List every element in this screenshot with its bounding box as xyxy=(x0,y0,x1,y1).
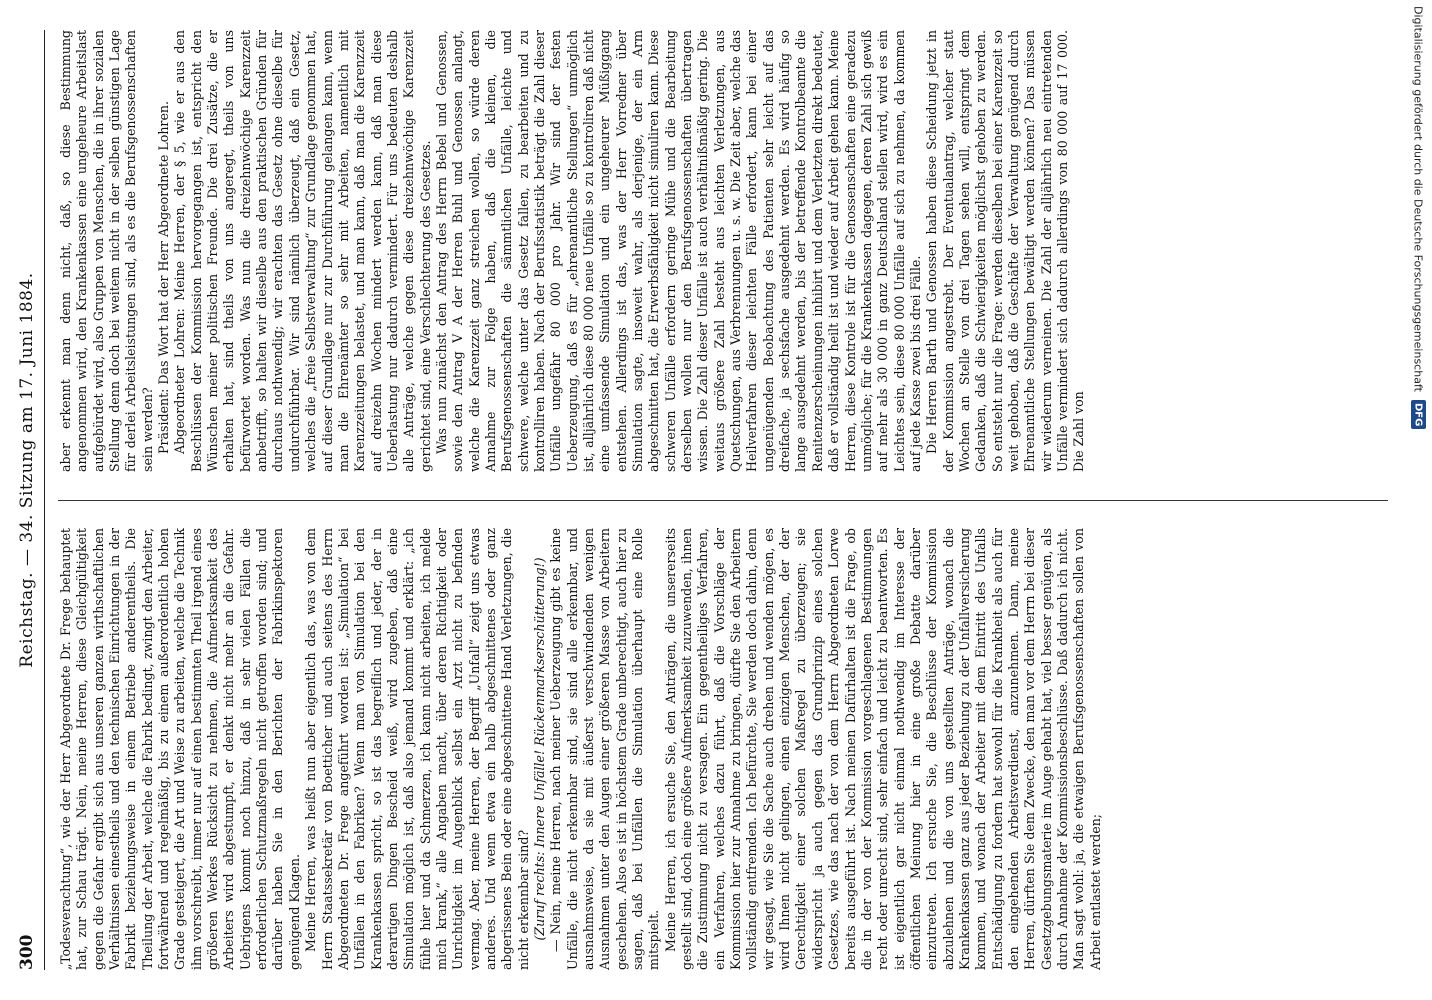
paragraph: Meine Herren, was heißt nun aber eigentlich das, was von dem Herrn Staatssekretär von Boetticher und auch seitens des Herrn Abgeordneten Dr. Frege angeführt worden ist: „Simulation“ bei Unfällen in den Fabriken? Wenn man von Simulation bei den Krankenkassen spricht, so ist das begreiflich und jeder, der in derartigen Dingen Bescheid weiß, wird zugeben, daß eine Simulation möglich ist, daß also jemand kommt und erklärt: „ich fühle hier und da Schmerzen, ich kann nicht arbeiten, ich melde mich krank,“ alle Angaben macht, über deren Richtigkeit oder Unrichtigkeit im Augenblick selbst ein Arzt nicht zu befinden vermag. Aber, meine Herren, der Begriff „Unfall“ zeigt uns etwas anderes. Und wenn etwa ein halb abgeschnittenes oder ganz abgerissenes Bein oder eine abgeschnittene Hand Verletzungen, die nicht erkennbar sind? xyxy=(303,528,531,970)
paragraph: aber erkennt man denn nicht, daß, so diese Bestimmung angenommen wird, den Krankenkassen eine ungeheure Arbeitslast aufgebürdet wird, also Gruppen von Menschen, die in ihrer sozialen Stellung denn doch bei weitem nicht in der selben günstigen Lage für derlei Arbeitsleistungen sind, als es die Berufsgenossenschaften sein werden? xyxy=(58,30,155,472)
speaker-paragraph: Abgeordneter Lohren: Meine Herren, der § 5, wie er aus den Beschlüssen der Kommission hervorgegangen ist, entspricht den Wünschen meiner politischen Freunde. Die drei Zusätze, die er erhalten hat, sind theils von uns angeregt, theils von uns befürwortet worden. Was nun die dreizehnwöchige Karenzzeit anbetrifft, so halten wir dieselbe aus den praktischen Gründen für durchaus nothwendig; wir erachten das Gesetz ohne dieselbe für undurchführbar. Wir sind nämlich überzeugt, daß ein Gesetz, welches die „freie Selbstverwaltung“ zur Grundlage genommen hat, auf dieser Grundlage nur zur Durchführung gelangen kann, wenn man die Ehrenämter so sehr mit Arbeiten, namentlich mit Karenzzeitungen belastet, und man kann, daß man die Karenzzeit auf dreizehn Wochen mindert werden kann, daß man diese Ueberlastung nur dadurch vermindert. Für uns bedeuten deshalb alle Anträge, welche gegen diese dreizehnwöchige Karenzzeit gerichtet sind, eine Verschlechterung des Gesetzes. xyxy=(172,30,433,472)
dfg-logo: DFG xyxy=(1411,400,1426,429)
page-number: 300 xyxy=(17,934,37,970)
paragraph: — Nein, meine Herren, nach meiner Ueberzeugung gibt es keine Unfälle, die nicht erkennbar sind, sie sind alle erkennbar, und ausnahmsweise, da sie mit äußerst verschwindenden wenigen Ausnahmen unter den Augen einer größeren Masse von Arbeitern geschehen. Also es ist in höchstem Grade unberechtigt, auch hier zu sagen, daß bei Unfällen die Simulation überhaupt eine Rolle mitspielt. xyxy=(548,528,662,970)
paragraph: Die Herren Barth und Genossen haben diese Scheidung jetzt in der Kommission angestrebt. Der Eventualantrag, welcher statt Wochen an Stelle von drei Tagen sehen will, entspringt dem Gedanken, daß die Schwierigkeiten möglichst gehoben zu werden. So entsteht nur die Frage: werden dieselben bei einer Karenzzeit so weit gehoben, daß die Geschäfte der Verwaltung genügend durch Ehrenamtliche Stellungen bewältigt werden können? Das müssen wir wiederum verneinen. Die Zahl der alljährlich neu eintretenden Unfälle vermindert sich dadurch allerdings von 80 000 auf 17 000. Die Zahl von xyxy=(924,30,1087,472)
column-divider xyxy=(58,500,1388,501)
page-header xyxy=(14,30,40,970)
paragraph: Meine Herren, ich ersuche Sie, den Anträgen, die unsererseits gestellt sind, doch eine größere Aufmerksamkeit zuzuwenden, ihnen die Zustimmung nicht zu versagen. Ein gegentheiliges Verfahren, ein Verfahren, welches dazu führt, daß die Vorschläge der Kommission hier zur Annahme zu bringen, dürfte Sie den Arbeitern vollständig entfremden. Ich befürchte, Sie werden doch dahin, denn wir gesagt, wie Sie die Sache auch drehen und wenden mögen, es wird Ihnen nicht gelingen, einen einzigen Menschen, der der Gerechtigkeit einer solchen Maßregel zu überzeugen; sie widerspricht ja auch gegen das Grundprinzip eines solchen Gesetzes, wie das nach der von dem Herrn Abgeordneten Lorwe bereits ausgeführt ist. Nach meinen Dafürhalten ist die Frage, ob die in der von der Kommission vorgeschlagenen Bestimmungen recht oder unrecht sind, sehr einfach und leicht zu beantworten. Es ist eigentlich gar nicht einmal nothwendig im Interesse der öffentlichen Meinung hier in eine große Debatte darüber einzutreten. Ich ersuche Sie, die Beschlüsse der Kommission abzulehnen und die von uns gestellten Anträge, wonach die Krankenkassen ganz aus jeder Beziehung zu der Unfallversicherung kommen, und wonach der Arbeiter mit dem Eintritt des Unfalls Entschädigung zu fordern hat sowohl für die Krankheit als auch für den eingehenden Arbeitsverdienst, anzunehmen. Dann, meine Herren, dürften Sie dem Zwecke, den man vor dem Herrn bei dieser Gesetzgebungsmaterie im Auge gehabt hat, viel besser genügen, als durch Annahme der Kommissionsbeschlüsse. Daß dadurch ich nicht. Man sagt wohl: ja, die etwaigen Berufsgenossenschaften sollen von Arbeit entlastet werden; xyxy=(662,528,1103,970)
speaker-paragraph: Präsident: Das Wort hat der Herr Abgeordnete Lohren. xyxy=(156,100,172,454)
paragraph: Was nun zunächst den Antrag des Herrn Bebel und Genossen, sowie den Antrag V A der Herren Buhl und Genossen anlangt, welche die Karenzzeit ganz streichen wollen, so würde deren Annahme zur Folge haben, daß die kleinen, die Berufsgenossenschaften die sämmtlichen Unfälle, leichte und schwere, welche unter das Gesetz fallen, zu bearbeiten und zu kontrolliren haben. Nach der Berufsstatistik beträgt die Zahl dieser Unfälle ungefähr 80 000 pro Jahr. Wir sind der festen Ueberzeugung, daß es für „ehrenamtliche Stellungen“ unmöglich ist, alljährlich diese 80 000 neue Unfälle so zu kontroliren daß nicht eine umfassende Simulation und ein ungeheurer Müßiggang entstehen. Allerdings ist das, was der Herr Vorredner über Simulation sagte, insoweit wahr, als derjenige, der ein Arm abgeschnitten hat, die Erwerbsfähigkeit nicht simuliren kann. Diese schweren Unfälle erfordern geringe Mühe und die Bearbeitung derselben wollen nur den Berufsgenossenschaften übertragen wissen. Die Zahl dieser Unfälle ist auch verhältnißmäßig gering. Die weitaus größere Zahl besteht aus leichten Verletzungen, aus Quetschungen, aus Verbrennungen u. s. w. Die Zeit aber, welche das Heilverfahren dieser leichten Fälle erfordert, kann bei einer ungenügenden Beobachtung des Patienten sehr leicht auf das dreifache, ja sechsfache ausgedehnt werden. Es wird häufig so lange ausgedehnt werden, bis der betreffende Kontrolbeamte die Renitenzerscheinungen inhibirt und dem Verletzten direkt bedeutet, daß er vollständig heilt ist und wieder auf Arbeit gehen kann. Meine Herren, diese Kontrole ist für die Genossenschaften eine geradezu unmögliche; für die Krankenkassen dagegen, deren Zahl sich gewiß auf mehr als 30 000 in ganz Deutschland stellen wird, wird es ein Leichtes sein, diese 80 000 Unfälle auf sich zu nehmen, da kommen auf jede Kasse zwei bis drei Fälle. xyxy=(433,30,923,472)
right-column xyxy=(58,30,1388,472)
paragraph: „Todesverachtung“, wie der Herr Abgeordnete Dr. Frege behauptet hat, zur Schau trägt. Nein, meine Herren, diese Gleichgültigkeit gegen die Gefahr ergibt sich aus unseren ganzen wirthschaftlichen Verhältnissen einestheils und den technischen Einrichtungen in der Fabrikt beziehungsweise in einem Betriebe anderentheils. Die Theilung der Arbeit, welche die Fabrik bedingt, zwingt den Arbeiter, fortwährend und regelmäßig, bis zu einem außerordentlich hohen Grade gesteigert, die Art und Weise zu arbeiten, welche die Technik ihm vorschreibt, immer nur auf einen bestimmten Theil irgend eines größeren Werkes Rücksicht zu nehmen, die Aufmerksamkeit des Arbeiters wird abgestumpft, er denkt nicht mehr an die Gefahr. Uebrigens kommt noch hinzu, daß in sehr vielen Fällen die erforderlichen Schutzmaßregeln nicht getroffen worden sind; und darüber haben Sie in den Berichten der Fabrikinspektoren genügend Klagen. xyxy=(58,528,302,970)
digitization-notice xyxy=(1408,6,1428,996)
header-rule xyxy=(44,30,45,970)
interjection: (Zuruf rechts: Innere Unfälle! Rückenmarkserschütterung!) xyxy=(531,557,547,941)
left-column xyxy=(58,528,1388,970)
dfg-notice-text: Digitalisierung gefördert durch die Deutsche Forschungsgemeinschaft xyxy=(1411,6,1425,392)
running-head: Reichstag. — 34. Sitzung am 17. Juni 1884. xyxy=(17,272,37,668)
